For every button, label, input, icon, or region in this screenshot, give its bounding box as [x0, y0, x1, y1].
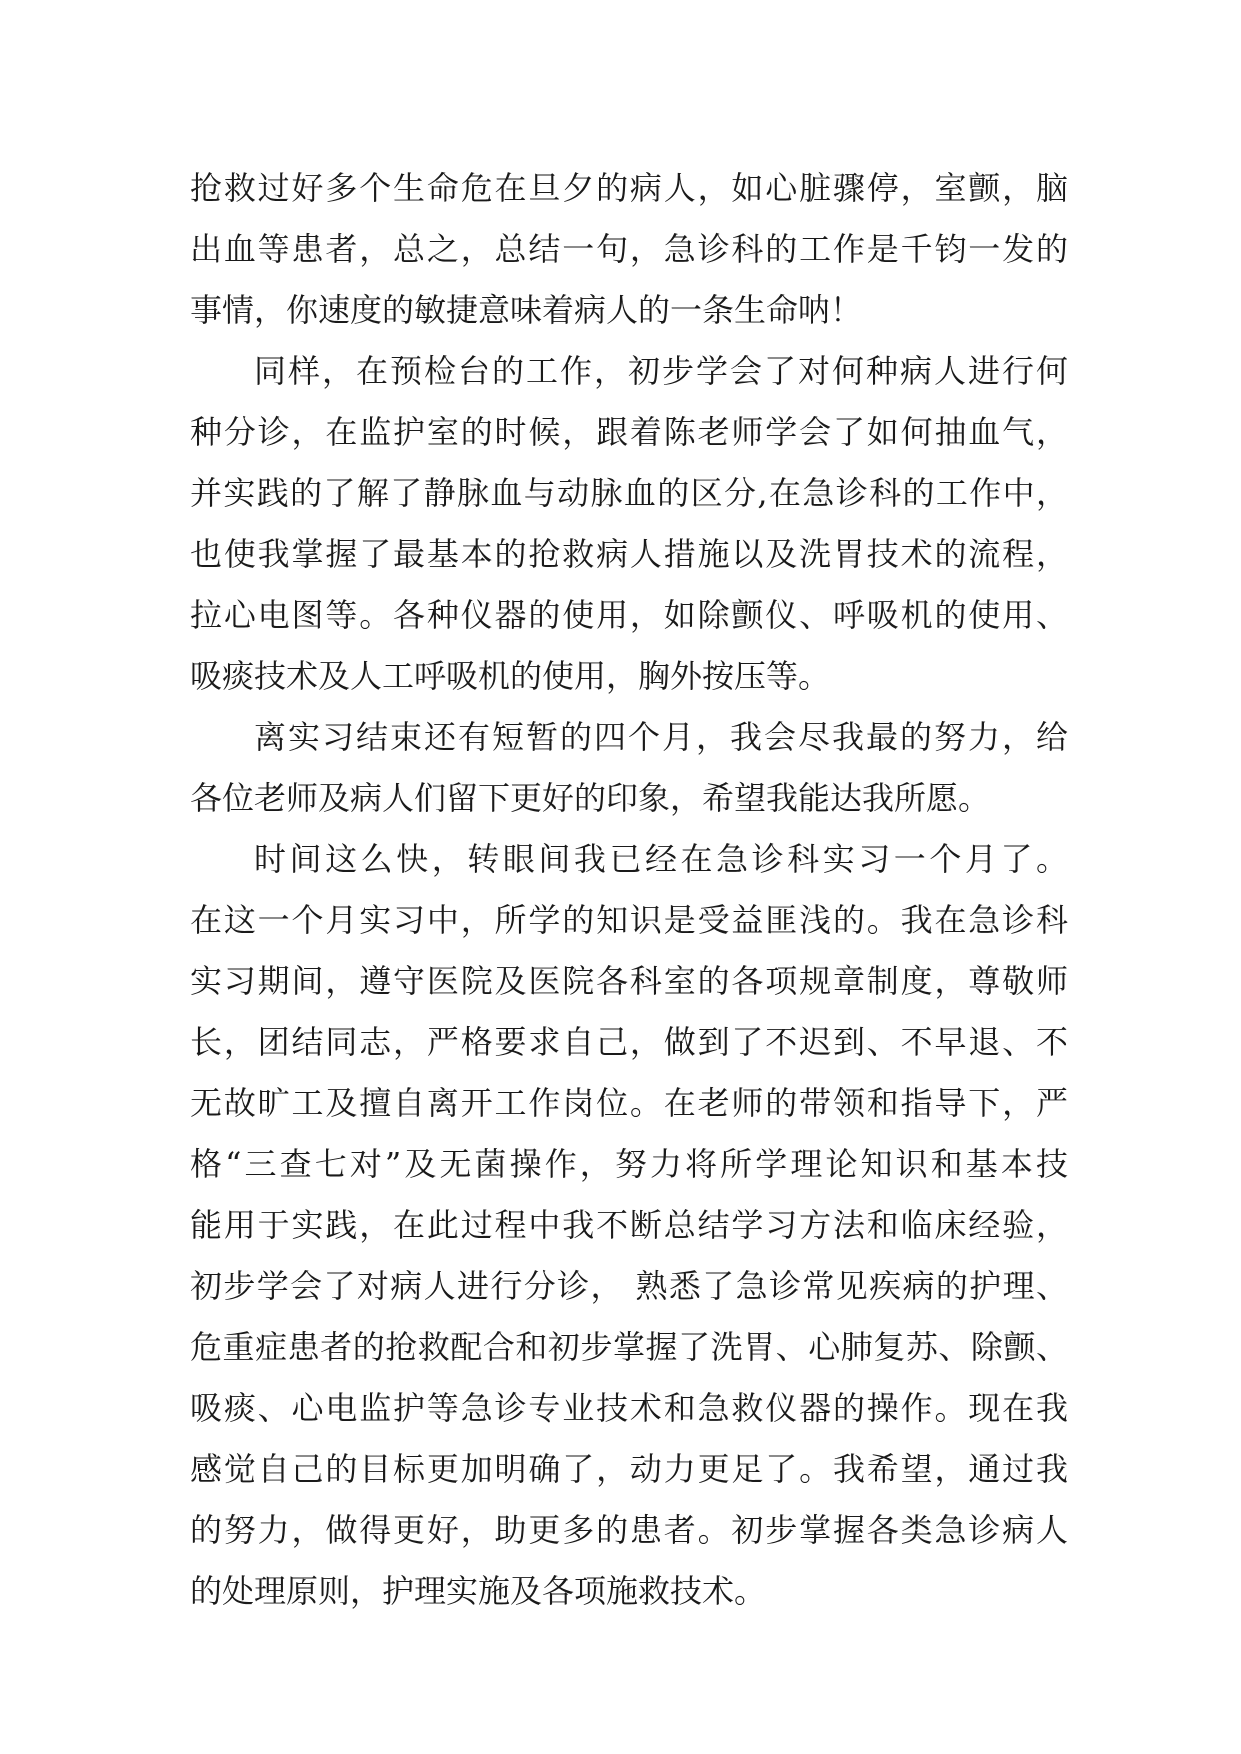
text-line: 的处理原则，护理实施及各项施救技术。	[190, 1572, 767, 1610]
text-line: 抢救过好多个生命危在旦夕的病人，如心脏骤停，室颤，脑	[190, 169, 1068, 207]
text-line: 事情，你速度的敏捷意味着病人的一条生命呐！	[190, 291, 863, 329]
text-line: 初步学会了对病人进行分诊， 熟悉了急诊常见疾病的护理、	[190, 1267, 1068, 1305]
text-line: 各位老师及病人们留下更好的印象，希望我能达我所愿。	[190, 779, 991, 817]
body-text	[190, 158, 1068, 1622]
text-line: 无故旷工及擅自离开工作岗位。在老师的带领和指导下，严	[190, 1084, 1068, 1122]
text-line: 并实践的了解了静脉血与动脉血的区分,在急诊科的工作中，	[190, 474, 1068, 512]
text-line: 也使我掌握了最基本的抢救病人措施以及洗胃技术的流程，	[190, 535, 1068, 573]
text-line: 种分诊，在监护室的时候，跟着陈老师学会了如何抽血气，	[190, 413, 1068, 451]
text-line: 的努力，做得更好，助更多的患者。初步掌握各类急诊病人	[190, 1511, 1068, 1549]
text-line: 吸痰、心电监护等急诊专业技术和急救仪器的操作。现在我	[190, 1389, 1068, 1427]
paragraph-first-line: 时间这么快，转眼间我已经在急诊科实习一个月了。	[254, 840, 1068, 878]
text-line: 感觉自己的目标更加明确了，动力更足了。我希望，通过我	[190, 1450, 1068, 1488]
paragraph-first-line: 同样，在预检台的工作，初步学会了对何种病人进行何	[254, 352, 1068, 390]
text-line: 能用于实践，在此过程中我不断总结学习方法和临床经验，	[190, 1206, 1068, 1244]
text-line: 危重症患者的抢救配合和初步掌握了洗胃、心肺复苏、除颤、	[190, 1328, 1068, 1366]
text-line: 拉心电图等。各种仪器的使用，如除颤仪、呼吸机的使用、	[190, 596, 1068, 634]
text-line: 格“三查七对”及无菌操作，努力将所学理论知识和基本技	[190, 1145, 1068, 1183]
text-line: 出血等患者，总之，总结一句，急诊科的工作是千钧一发的	[190, 230, 1068, 268]
text-line: 实习期间，遵守医院及医院各科室的各项规章制度，尊敬师	[190, 962, 1068, 1000]
text-line: 长，团结同志，严格要求自己，做到了不迟到、不早退、不	[190, 1023, 1068, 1061]
text-line: 吸痰技术及人工呼吸机的使用，胸外按压等。	[190, 657, 831, 695]
paragraph-first-line: 离实习结束还有短暂的四个月，我会尽我最的努力，给	[254, 718, 1068, 756]
text-line: 在这一个月实习中，所学的知识是受益匪浅的。我在急诊科	[190, 901, 1068, 939]
